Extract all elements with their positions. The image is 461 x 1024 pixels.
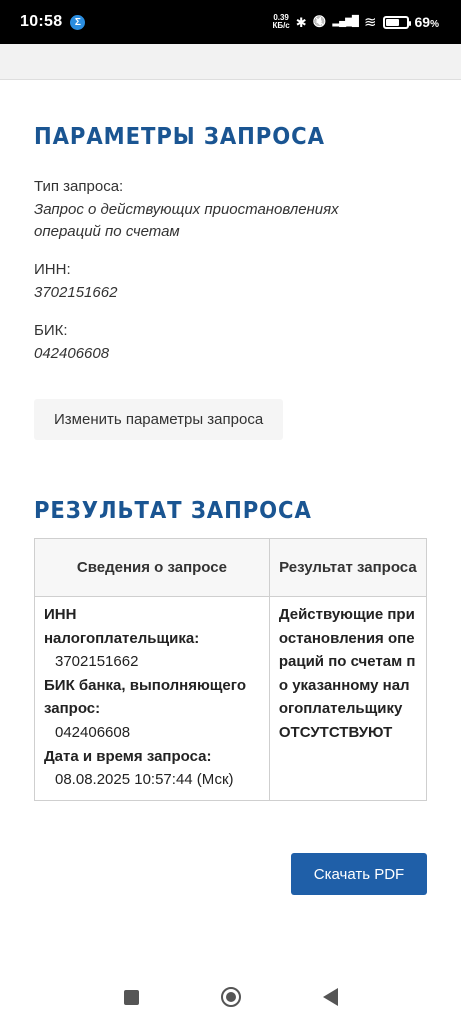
params-title: ПАРАМЕТРЫ ЗАПРОСА: [34, 124, 325, 150]
param-type-value: Запрос о действующих приостановлениях операций по счетам: [34, 201, 339, 240]
table-header-row: [35, 539, 427, 597]
result-text: Действующие приостановления операций по счетам по указанному налогоплательщику ОТСУТСТВУЮТ: [278, 606, 416, 741]
wifi-icon: ≋: [363, 13, 377, 31]
datetime-value: 08.08.2025 10:57:44 (Мск): [55, 771, 234, 789]
sigma-app-icon: Σ: [70, 15, 85, 30]
param-type-label: Тип запроса:: [34, 178, 124, 195]
col-header-result: Результат запроса: [269, 539, 426, 597]
datetime-label: Дата и время запроса:: [44, 747, 212, 765]
result-title: РЕЗУЛЬТАТ ЗАПРОСА: [34, 498, 312, 524]
bluetooth-icon: ✱: [295, 14, 307, 30]
battery-percent: [415, 14, 439, 30]
inn-value: 3702151662: [55, 653, 139, 671]
page-header-strip: [0, 44, 461, 80]
home-icon[interactable]: [221, 987, 241, 1007]
battery-percent-value: 69: [414, 14, 431, 30]
back-icon[interactable]: [323, 988, 338, 1006]
param-bik: [34, 322, 427, 365]
inn-label: ИНН налогоплательщика:: [44, 606, 200, 647]
param-bik-label: БИК:: [34, 322, 68, 339]
android-nav-bar: [0, 970, 461, 1024]
param-inn-label: ИНН:: [34, 261, 71, 278]
mute-icon: 🔇: [312, 15, 327, 28]
status-bar-right: [272, 14, 439, 30]
param-type: [34, 178, 427, 243]
param-inn: [34, 261, 427, 304]
bik-value: 042406608: [55, 723, 131, 741]
battery-percent-sign: %: [430, 19, 439, 30]
result-table: [34, 538, 427, 801]
main-content: [34, 124, 427, 801]
network-speed-unit: КБ/с: [272, 21, 290, 30]
bik-label: БИК банка, выполняющего запрос:: [44, 676, 246, 718]
table-row: [35, 597, 427, 801]
request-result-cell: [269, 597, 426, 801]
col-header-info: Сведения о запросе: [35, 539, 270, 597]
change-params-button[interactable]: Изменить параметры запроса: [34, 399, 283, 440]
download-pdf-button[interactable]: Скачать PDF: [291, 853, 427, 895]
battery-fill: [386, 19, 400, 26]
recents-icon[interactable]: [124, 990, 139, 1005]
battery-icon: [383, 16, 409, 29]
signal-icon: ▂▄▆█: [332, 16, 358, 27]
status-bar-left: [20, 13, 85, 31]
param-bik-value: 042406608: [34, 345, 110, 362]
param-inn-value: 3702151662: [34, 284, 118, 301]
status-bar: [0, 0, 461, 44]
clock: 10:58: [20, 13, 63, 30]
network-speed-value: 0.39: [273, 13, 289, 22]
network-speed: [272, 14, 289, 30]
request-info-cell: [35, 597, 270, 801]
